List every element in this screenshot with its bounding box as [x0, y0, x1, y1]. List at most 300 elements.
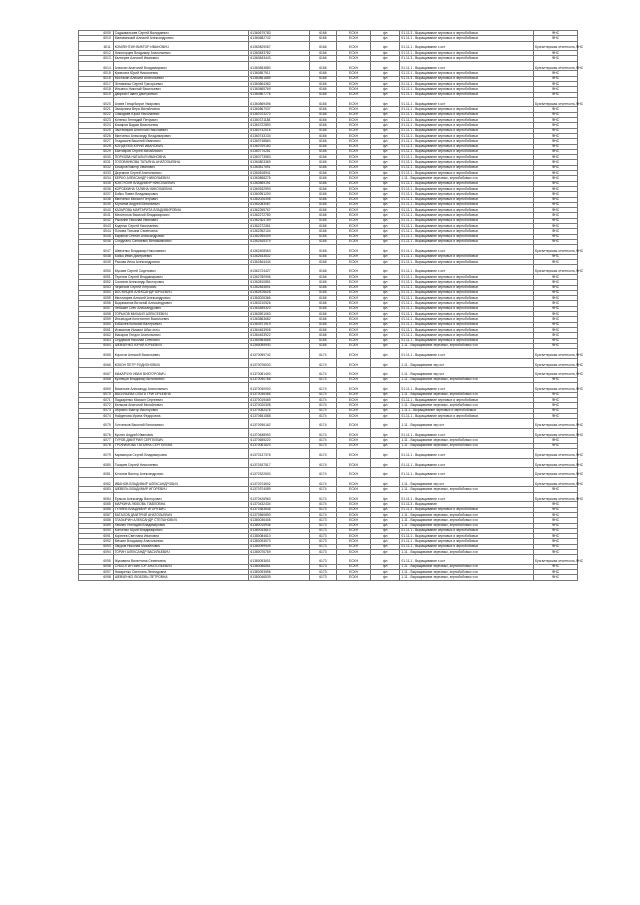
authority-code-cell: 6174 — [309, 413, 337, 418]
row-number-cell: 6028 — [79, 144, 114, 149]
entity-name-cell: Мусаев Сергей Сиденович — [113, 265, 249, 275]
entity-name-cell: БЕРКО АЛЕКСАНДР НИКОЛАЕВИЧ — [113, 176, 249, 181]
entity-type-cell: фл — [370, 76, 400, 81]
report-source-cell: Бухгалтерская отчетность,ФНС — [534, 245, 578, 255]
tax-regime-cell: ЕСХН — [337, 97, 371, 107]
entity-type-cell: фл — [370, 139, 400, 144]
report-source-cell: ФНС — [534, 218, 578, 223]
authority-code-cell: 6173 — [309, 528, 337, 533]
entity-type-cell: фл — [370, 523, 400, 528]
registration-number-cell: 61360818941 — [249, 171, 309, 176]
entity-name-cell: Застемиров Анатолий Николаевич — [113, 128, 249, 133]
activity-code-cell: 1.11 - Выращивание зерновых, зернобобовых и м — [400, 377, 534, 382]
row-number-cell: 6042 — [79, 218, 114, 223]
activity-code-cell: 01.11.1 - Выращивание зерновых и зернобобовых — [400, 398, 534, 403]
entity-type-cell: фл — [370, 539, 400, 544]
row-number-cell: 6057 — [79, 306, 114, 311]
tax-regime-cell: ЕСХН — [337, 564, 371, 569]
activity-code-cell: 01.11.1 - Выращивание зерновых и зернобобовых — [400, 317, 534, 322]
report-source-cell: ФНС — [534, 71, 578, 76]
tax-regime-cell: ЕСХН — [337, 322, 371, 327]
row-number-cell: 6067 — [79, 368, 114, 378]
tax-regime-cell: ЕСХН — [337, 285, 371, 290]
authority-code-cell: 6166 — [309, 312, 337, 317]
registration-number-cell: 61362083067 — [249, 202, 309, 207]
authority-code-cell: 6166 — [309, 265, 337, 275]
row-number-cell: 6035 — [79, 181, 114, 186]
entity-name-cell: Эстиманко Сергей Григорьевич — [113, 81, 249, 86]
tax-regime-cell: ЕСХН — [337, 507, 371, 512]
row-number-cell: 6012 — [79, 51, 114, 56]
row-number-cell: 6040 — [79, 208, 114, 213]
registration-number-cell: 61380093596 — [249, 570, 309, 575]
entity-name-cell: ГОРЬКОВ МИХАИЛ АЛЕКСЕЕВИЧ — [113, 312, 249, 317]
entity-name-cell: Котенко Геннадий Петрович — [113, 118, 249, 123]
tax-regime-cell: ЕСХН — [337, 468, 371, 478]
row-number-cell: 6034 — [79, 176, 114, 181]
authority-code-cell: 6166 — [309, 92, 337, 97]
activity-code-cell: 01.11.1 - Выращивание з ост — [400, 492, 534, 502]
entity-type-cell: фл — [370, 428, 400, 438]
registration-number-cell: 61370137376 — [249, 449, 309, 459]
entity-type-cell: фл — [370, 343, 400, 348]
registration-number-cell: 61370061824 — [249, 443, 309, 448]
tax-regime-cell: ЕСХН — [337, 202, 371, 207]
table-row — [79, 419, 578, 429]
authority-code-cell: 6166 — [309, 208, 337, 213]
registration-number-cell: 61370936162 — [249, 419, 309, 429]
tax-regime-cell: ЕСХН — [337, 528, 371, 533]
registration-number-cell: 61370651588 — [249, 413, 309, 418]
entity-type-cell: фл — [370, 398, 400, 403]
activity-code-cell: 01.11.1 - Выращивание зерновых и зернобобовых — [400, 133, 534, 138]
registration-number-cell: 61360853880 — [249, 61, 309, 71]
entity-name-cell: Корнеев Светлана Ивановна — [113, 534, 249, 539]
entity-name-cell: Васильев Александр Анатольевич — [113, 383, 249, 393]
report-source-cell: ФНС — [534, 186, 578, 191]
authority-code-cell: 6174 — [309, 487, 337, 492]
tax-regime-cell: ЕСХН — [337, 229, 371, 234]
report-source-cell: ФНС — [534, 290, 578, 295]
tax-regime-cell: ЕСХН — [337, 186, 371, 191]
authority-code-cell: 6166 — [309, 333, 337, 338]
row-number-cell: 6077 — [79, 438, 114, 443]
authority-code-cell: 6166 — [309, 97, 337, 107]
report-source-cell: ФНС — [534, 128, 578, 133]
report-source-cell: ФНС — [534, 507, 578, 512]
entity-type-cell: фл — [370, 202, 400, 207]
authority-code-cell: 6166 — [309, 306, 337, 311]
tax-regime-cell: ЕСХН — [337, 296, 371, 301]
tax-regime-cell: ЕСХН — [337, 71, 371, 76]
tax-regime-cell: ЕСХН — [337, 280, 371, 285]
entity-type-cell: фл — [370, 575, 400, 580]
row-number-cell: 6090 — [79, 528, 114, 533]
entity-name-cell: Хмуров Николай Михайлович — [113, 544, 249, 549]
authority-code-cell: 6166 — [309, 229, 337, 234]
table-row — [79, 428, 578, 438]
report-source-cell: ФНС — [534, 254, 578, 259]
report-source-cell: ФНС — [534, 202, 578, 207]
registration-number-cell: 61362643632 — [249, 254, 309, 259]
authority-code-cell: 6166 — [309, 192, 337, 197]
entity-name-cell: КОКОН ПЕТР РОДИОНОВИЧ — [113, 358, 249, 368]
tax-regime-cell: ЕСХН — [337, 123, 371, 128]
row-number-cell: 6048 — [79, 254, 114, 259]
table-row — [79, 97, 578, 107]
activity-code-cell: 01.11.1 - Выращивание з ост — [400, 383, 534, 393]
authority-code-cell: 6166 — [309, 144, 337, 149]
registration-number-cell: 61360703270 — [249, 112, 309, 117]
entity-type-cell: фл — [370, 507, 400, 512]
registration-number-cell: 61360867037 — [249, 107, 309, 112]
report-source-cell: ФНС — [534, 36, 578, 41]
report-source-cell: ФНС — [534, 564, 578, 569]
registration-number-cell: 61370432434 — [249, 502, 309, 507]
tax-regime-cell: ЕСХН — [337, 443, 371, 448]
registration-number-cell: 61370082476 — [249, 408, 309, 413]
entity-name-cell: Падкаренко Михаил Сергеевич — [113, 398, 249, 403]
registration-number-cell: 61380093573 — [249, 539, 309, 544]
activity-code-cell: 01.11.1 - Выращивание зерновых и зернобобовых — [400, 234, 534, 239]
registration-number-cell: 61380076769 — [249, 549, 309, 554]
entity-type-cell: фл — [370, 51, 400, 56]
registration-number-cell: 61364964665 — [249, 338, 309, 343]
entity-type-cell: фл — [370, 443, 400, 448]
entity-type-cell: фл — [370, 213, 400, 218]
report-source-cell: ФНС — [534, 296, 578, 301]
row-number-cell: 6065 — [79, 349, 114, 359]
activity-code-cell: 1.11 - Выращивание зерновых, зернобобовых и м — [400, 570, 534, 575]
activity-code-cell: 01.11.1 - Выращивание зерновых и зернобобовых — [400, 539, 534, 544]
activity-code-cell: 1.11.1 - Выращивание зерновых и зернобобовых — [400, 408, 534, 413]
entity-name-cell: Калчерев Алексей Иванович — [113, 56, 249, 61]
row-number-cell: 6058 — [79, 312, 114, 317]
registration-number-cell: 61370322600 — [249, 468, 309, 478]
authority-code-cell: 6173 — [309, 570, 337, 575]
tax-regime-cell: ЕСХН — [337, 218, 371, 223]
authority-code-cell: 6166 — [309, 81, 337, 86]
activity-code-cell: 1.11 - Выращивание зерновых, зернобобовых и м — [400, 343, 534, 348]
entity-type-cell: фл — [370, 87, 400, 92]
entity-name-cell: Бобылев Виталий Валерьевич — [113, 322, 249, 327]
entity-type-cell: фл — [370, 502, 400, 507]
entity-type-cell: фл — [370, 92, 400, 97]
row-number-cell: 6068 — [79, 377, 114, 382]
entity-type-cell: фл — [370, 564, 400, 569]
authority-code-cell: 6166 — [309, 128, 337, 133]
entity-name-cell: ГЛАЗЫРИН АЛЕКСАНДР СТЕПАНОВИЧ — [113, 518, 249, 523]
authority-code-cell: 6166 — [309, 133, 337, 138]
entity-name-cell: Садыквальиев Сергей Валидиевич — [113, 31, 249, 36]
report-source-cell: ФНС — [534, 487, 578, 492]
activity-code-cell: 1.11 - Выращивание зерновых, зернобобовых и м — [400, 487, 534, 492]
report-source-cell: ФНС — [534, 223, 578, 228]
authority-code-cell: 6174 — [309, 428, 337, 438]
tax-regime-cell: ЕСХН — [337, 575, 371, 580]
authority-code-cell: 6166 — [309, 61, 337, 71]
tax-regime-cell: ЕСХН — [337, 76, 371, 81]
entity-type-cell: фл — [370, 449, 400, 459]
report-source-cell: Бухгалтерская отчетность,ФНС — [534, 449, 578, 459]
activity-code-cell: 01.11.1 - Выращивание зерновых и зернобобовых — [400, 171, 534, 176]
authority-code-cell: 6166 — [309, 149, 337, 154]
report-source-cell: ФНС — [534, 160, 578, 165]
entity-name-cell: Сердюков Николай Олегович — [113, 338, 249, 343]
authority-code-cell: 6174 — [309, 477, 337, 487]
row-number-cell: 6084 — [79, 492, 114, 502]
registration-number-cell: 61362844444 — [249, 260, 309, 265]
entity-type-cell: фл — [370, 544, 400, 549]
registration-number-cell: 61362545379 — [249, 239, 309, 244]
tax-regime-cell: ЕСХН — [337, 139, 371, 144]
row-number-cell: 6083 — [79, 487, 114, 492]
authority-code-cell: 6166 — [309, 260, 337, 265]
authority-code-cell: 6166 — [309, 322, 337, 327]
activity-code-cell: 01.11.1 - Выращивание зерновых и зернобобовых — [400, 229, 534, 234]
report-source-cell: ФНС — [534, 523, 578, 528]
activity-code-cell: 01.11.3 - Выращивание зерновых и зернобобовых — [400, 76, 534, 81]
registration-number-cell: 61362272780 — [249, 213, 309, 218]
entity-type-cell: фл — [370, 165, 400, 170]
registration-number-cell: 61370374089 — [249, 487, 309, 492]
registration-number-cell: 61363210526 — [249, 301, 309, 306]
entity-type-cell: фл — [370, 61, 400, 71]
registration-number-cell: 61360858275 — [249, 176, 309, 181]
entity-name-cell: КОНДЕПЕВ ЮРИЙ ИВАНОВИЧ — [113, 144, 249, 149]
activity-code-cell: 01.11.1 - Выращивание зерновых и зернобобовых — [400, 139, 534, 144]
tax-regime-cell: ЕСХН — [337, 128, 371, 133]
activity-code-cell: 01.11.1 - Выращивание зерновых и зернобобовых — [400, 87, 534, 92]
authority-code-cell: 6166 — [309, 317, 337, 322]
tax-regime-cell: ЕСХН — [337, 306, 371, 311]
row-number-cell: 6055 — [79, 296, 114, 301]
tax-regime-cell: ЕСХН — [337, 570, 371, 575]
report-source-cell: ФНС — [534, 539, 578, 544]
tax-regime-cell: ЕСХН — [337, 245, 371, 255]
report-source-cell: ФНС — [534, 306, 578, 311]
row-number-cell: 6009 — [79, 31, 114, 36]
entity-name-cell: Самодаев Юрий Николаевич — [113, 112, 249, 117]
registration-number-cell: 61364463908 — [249, 327, 309, 332]
entity-name-cell: Водомзанов Виталий Александрович — [113, 301, 249, 306]
table-row — [79, 449, 578, 459]
report-source-cell: ФНС — [534, 398, 578, 403]
registry-table — [78, 30, 584, 581]
activity-code-cell: 01.11.1 - Выращивание зерновых и зернобобовых — [400, 413, 534, 418]
activity-code-cell: 01.11.1 - Выращивание зерновых и зернобобовых — [400, 123, 534, 128]
activity-code-cell: 01.11.1 - Выращивание зерновых и зернобобовых — [400, 128, 534, 133]
report-source-cell: ФНС — [534, 528, 578, 533]
activity-code-cell: 1.11 - Выращивание зерновых, зернобобовых и м — [400, 403, 534, 408]
report-source-cell: ФНС — [534, 76, 578, 81]
authority-code-cell: 6174 — [309, 502, 337, 507]
activity-code-cell: 01.11.1 - Выращивание з ост — [400, 97, 534, 107]
activity-code-cell: 1.11 - Выращивание зер ост — [400, 419, 534, 429]
activity-code-cell: 01.11.1 - Выращивание зерновых и зернобобовых — [400, 181, 534, 186]
entity-type-cell: фл — [370, 333, 400, 338]
activity-code-cell: 01.11.3 - Выращивание — [400, 502, 534, 507]
entity-type-cell: фл — [370, 41, 400, 51]
registration-number-cell: 61360759180 — [249, 144, 309, 149]
authority-code-cell: 6166 — [309, 327, 337, 332]
entity-name-cell: Кузнецов Владимир Витальевич — [113, 377, 249, 382]
tax-regime-cell: ЕСХН — [337, 398, 371, 403]
entity-type-cell: фл — [370, 239, 400, 244]
registration-number-cell: 61370659220 — [249, 438, 309, 443]
registration-number-cell: 61360869496 — [249, 97, 309, 107]
activity-code-cell: 01.11.1 - Выращивание зерновых и зернобобовых — [400, 322, 534, 327]
activity-code-cell: 01.11.1 - Выращивание зерновых и зернобобовых — [400, 112, 534, 117]
entity-name-cell: Алексин Анатолий Владимирович — [113, 61, 249, 71]
authority-code-cell: 6166 — [309, 223, 337, 228]
entity-type-cell: фл — [370, 186, 400, 191]
activity-code-cell: 01.11.1 - Выращивание зерновых и зернобобовых — [400, 107, 534, 112]
row-number-cell: 6016 — [79, 76, 114, 81]
report-source-cell: ФНС — [534, 31, 578, 36]
registration-number-cell: 61370638993 — [249, 428, 309, 438]
registration-number-cell: 61370020308 — [249, 403, 309, 408]
entity-name-cell: ПОРХОВА НАТАЛЬЯ ИВАНОВНА — [113, 155, 249, 160]
entity-name-cell: ТРОФИМОВА ТАТЬЯНА СЕРГЕЕВНА — [113, 443, 249, 448]
registration-number-cell: 61360857911 — [249, 71, 309, 76]
activity-code-cell: 01.11.1 - Выращивание з ост — [400, 458, 534, 468]
row-number-cell: 6039 — [79, 202, 114, 207]
entity-type-cell: фл — [370, 133, 400, 138]
report-source-cell: ФНС — [534, 570, 578, 575]
authority-code-cell: 6166 — [309, 139, 337, 144]
row-number-cell: 6023 — [79, 118, 114, 123]
activity-code-cell: 01.11.1 - Выращивание зерновых и зернобобовых — [400, 338, 534, 343]
authority-code-cell: 6166 — [309, 213, 337, 218]
activity-code-cell: 1.11 - Выращивание зерновых, зернобобовых и м — [400, 564, 534, 569]
authority-code-cell: 6166 — [309, 285, 337, 290]
registration-number-cell: 61360932993 — [249, 186, 309, 191]
registration-number-cell: 61360722890 — [249, 123, 309, 128]
row-number-cell: 6022 — [79, 112, 114, 117]
entity-name-cell: Исмаилов Исмаил Абас оглы — [113, 327, 249, 332]
row-number-cell: 6031 — [79, 160, 114, 165]
authority-code-cell: 6173 — [309, 575, 337, 580]
registration-number-cell: 61380046539 — [249, 575, 309, 580]
registration-number-cell: 61360742016 — [249, 128, 309, 133]
row-number-cell: 6094 — [79, 549, 114, 554]
activity-code-cell: 01.11.1 - Выращивание зерновых и зернобобовых — [400, 92, 534, 97]
entity-name-cell: Жуковина Валентина Семеновна — [113, 555, 249, 565]
registration-number-cell: 61370187517 — [249, 458, 309, 468]
row-number-cell: 6038 — [79, 197, 114, 202]
activity-code-cell: 01.11.1 - Выращивание зерновых и зернобобовых — [400, 274, 534, 279]
activity-code-cell: 01.11.1 - Выращивание з ост — [400, 41, 534, 51]
row-number-cell: 6064 — [79, 343, 114, 348]
tax-regime-cell: ЕСХН — [337, 502, 371, 507]
activity-code-cell: 1.11 - Выращивание зерновых, зернобобовых и м — [400, 512, 534, 517]
report-source-cell: ФНС — [534, 408, 578, 413]
row-number-cell: 6087 — [79, 512, 114, 517]
row-number-cell: 6041 — [79, 213, 114, 218]
activity-code-cell: 01.11.1 - Выращивание зерновых и зернобобовых — [400, 260, 534, 265]
row-number-cell: 6062 — [79, 333, 114, 338]
table-row — [79, 468, 578, 478]
entity-name-cell: Коденко Сергей Николаевич — [113, 223, 249, 228]
tax-regime-cell: ЕСХН — [337, 512, 371, 517]
entity-name-cell: Хвилин Геннадий Владимирович — [113, 523, 249, 528]
table-row — [79, 265, 578, 275]
entity-name-cell: Гладышев Василий Иванович — [113, 139, 249, 144]
registration-number-cell: 61362724427 — [249, 265, 309, 275]
table-row — [79, 575, 578, 580]
tax-regime-cell: ЕСХН — [337, 213, 371, 218]
registration-number-cell: 61370383848 — [249, 507, 309, 512]
authority-code-cell: 6166 — [309, 296, 337, 301]
activity-code-cell: 01.11.1 - Выращивание зерновых и зернобобовых — [400, 534, 534, 539]
registration-number-cell: 61362408063 — [249, 245, 309, 255]
authority-code-cell: 6166 — [309, 76, 337, 81]
entity-name-cell: Шевченко Владимир Николаевич — [113, 245, 249, 255]
registration-number-cell: 61363591063 — [249, 312, 309, 317]
entity-name-cell: Конченко Юрий Владимирович — [113, 528, 249, 533]
report-source-cell: ФНС — [534, 280, 578, 285]
entity-type-cell: фл — [370, 349, 400, 359]
registration-number-cell: 61370090766 — [249, 377, 309, 382]
activity-code-cell: 01.11.1 - Выращивание зерновых и зернобобовых — [400, 197, 534, 202]
report-source-cell: ФНС — [534, 274, 578, 279]
entity-type-cell: фл — [370, 285, 400, 290]
row-number-cell: 6020 — [79, 97, 114, 107]
entity-name-cell: Бочаров Виктор Иванович — [113, 165, 249, 170]
row-number-cell: 6080 — [79, 458, 114, 468]
activity-code-cell: 01.11.3 - Выращивание зерновых и зернобобовых — [400, 144, 534, 149]
activity-code-cell: 01.11.3 - Выращивание зерновых и зернобобовых — [400, 507, 534, 512]
entity-type-cell: фл — [370, 218, 400, 223]
report-source-cell: ФНС — [534, 512, 578, 517]
report-source-cell: ФНС — [534, 413, 578, 418]
entity-type-cell: фл — [370, 107, 400, 112]
tax-regime-cell: ЕСХН — [337, 107, 371, 112]
entity-name-cell: ШЕВЧЕНКО ЮРИЙ ЮРЬЕВИЧ — [113, 343, 249, 348]
tax-regime-cell: ЕСХН — [337, 41, 371, 51]
entity-name-cell: Рыкова Инна Александровна — [113, 260, 249, 265]
tax-regime-cell: ЕСХН — [337, 383, 371, 393]
row-number-cell: 6060 — [79, 322, 114, 327]
tax-regime-cell: ЕСХН — [337, 312, 371, 317]
table-row — [79, 368, 578, 378]
row-number-cell: 6054 — [79, 290, 114, 295]
entity-type-cell: фл — [370, 512, 400, 517]
entity-name-cell: Сондугано Сангаевич Вениаминович — [113, 239, 249, 244]
entity-type-cell: фл — [370, 56, 400, 61]
tax-regime-cell: ЕСХН — [337, 413, 371, 418]
tax-regime-cell: ЕСХН — [337, 290, 371, 295]
registration-number-cell: 61362026398 — [249, 197, 309, 202]
entity-name-cell: КОМЛЕНТИН ВИКТОР ИВАНОВИЧ — [113, 41, 249, 51]
row-number-cell: 6081 — [79, 468, 114, 478]
registration-number-cell: 61360864362 — [249, 81, 309, 86]
entity-type-cell: фл — [370, 301, 400, 306]
activity-code-cell: 1.11 - Выращивание зерновых, зернобобовых и м — [400, 575, 534, 580]
registration-number-cell: 61360743134 — [249, 133, 309, 138]
authority-code-cell: 6166 — [309, 155, 337, 160]
row-number-cell: 6013 — [79, 56, 114, 61]
entity-name-cell: Малявинский Алексей Александрович — [113, 36, 249, 41]
report-source-cell: ФНС — [534, 87, 578, 92]
activity-code-cell: 1.11 - Выращивание зерновых, зернобобовых и м — [400, 176, 534, 181]
entity-type-cell: фл — [370, 392, 400, 397]
authority-code-cell: 6174 — [309, 358, 337, 368]
report-source-cell: Бухгалтерская отчетность,ФНС — [534, 97, 578, 107]
entity-name-cell: Салихов Александр Викторович — [113, 280, 249, 285]
row-number-cell: 6053 — [79, 285, 114, 290]
